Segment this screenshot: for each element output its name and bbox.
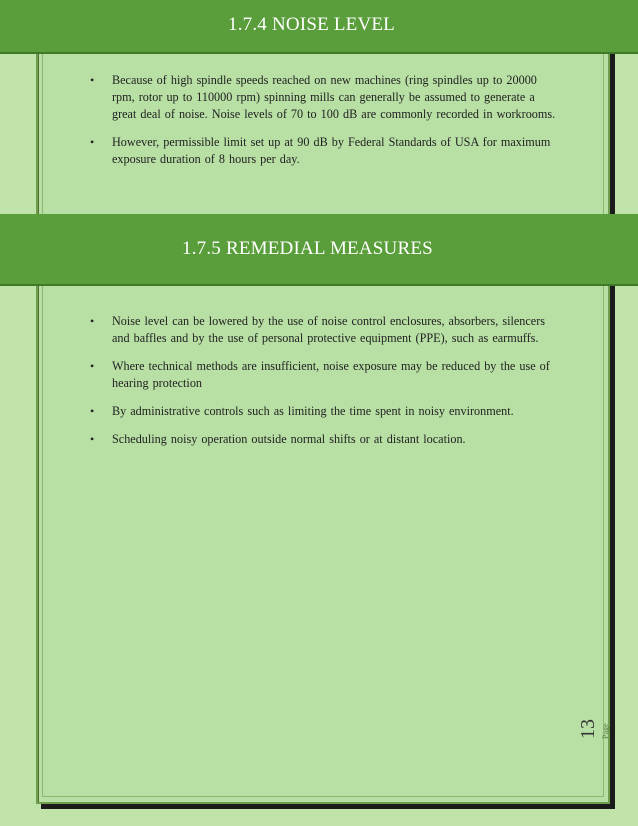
list-item: • Where technical methods are insufficient, noise exposure may be reduced by the use of hearing protection [86,358,556,392]
section-banner-remedial-measures [0,214,638,286]
section-title: 1.7.4 NOISE LEVEL [228,14,395,35]
page-number [575,711,625,739]
list-item: • Scheduling noisy operation outside normal shifts or at distant location. [86,431,556,448]
list-item: • Because of high spindle speeds reached on new machines (ring spindles up to 20000 rpm, rotor up to 110000 rpm) spinning mills can generally be assumed to generate a great deal of noise. Noise levels of 70 to 100 dB are commonly recorded in workrooms. [86,72,556,123]
noise-level-list [86,72,556,179]
list-item: • Noise level can be lowered by the use of noise control enclosures, absorbers, silencers and baffles and by the use of personal protective equipment (PPE), such as earmuffs. [86,313,556,347]
page-label: Page [601,723,610,739]
remedial-measures-list [86,313,556,459]
section-banner-noise-level [0,0,638,54]
section-title: 1.7.5 REMEDIAL MEASURES [182,238,433,259]
page-number-digits: 13 [577,719,599,739]
list-item: • However, permissible limit set up at 90 dB by Federal Standards of USA for maximum exposure duration of 8 hours per day. [86,134,556,168]
list-item: • By administrative controls such as limiting the time spent in noisy environment. [86,403,556,420]
